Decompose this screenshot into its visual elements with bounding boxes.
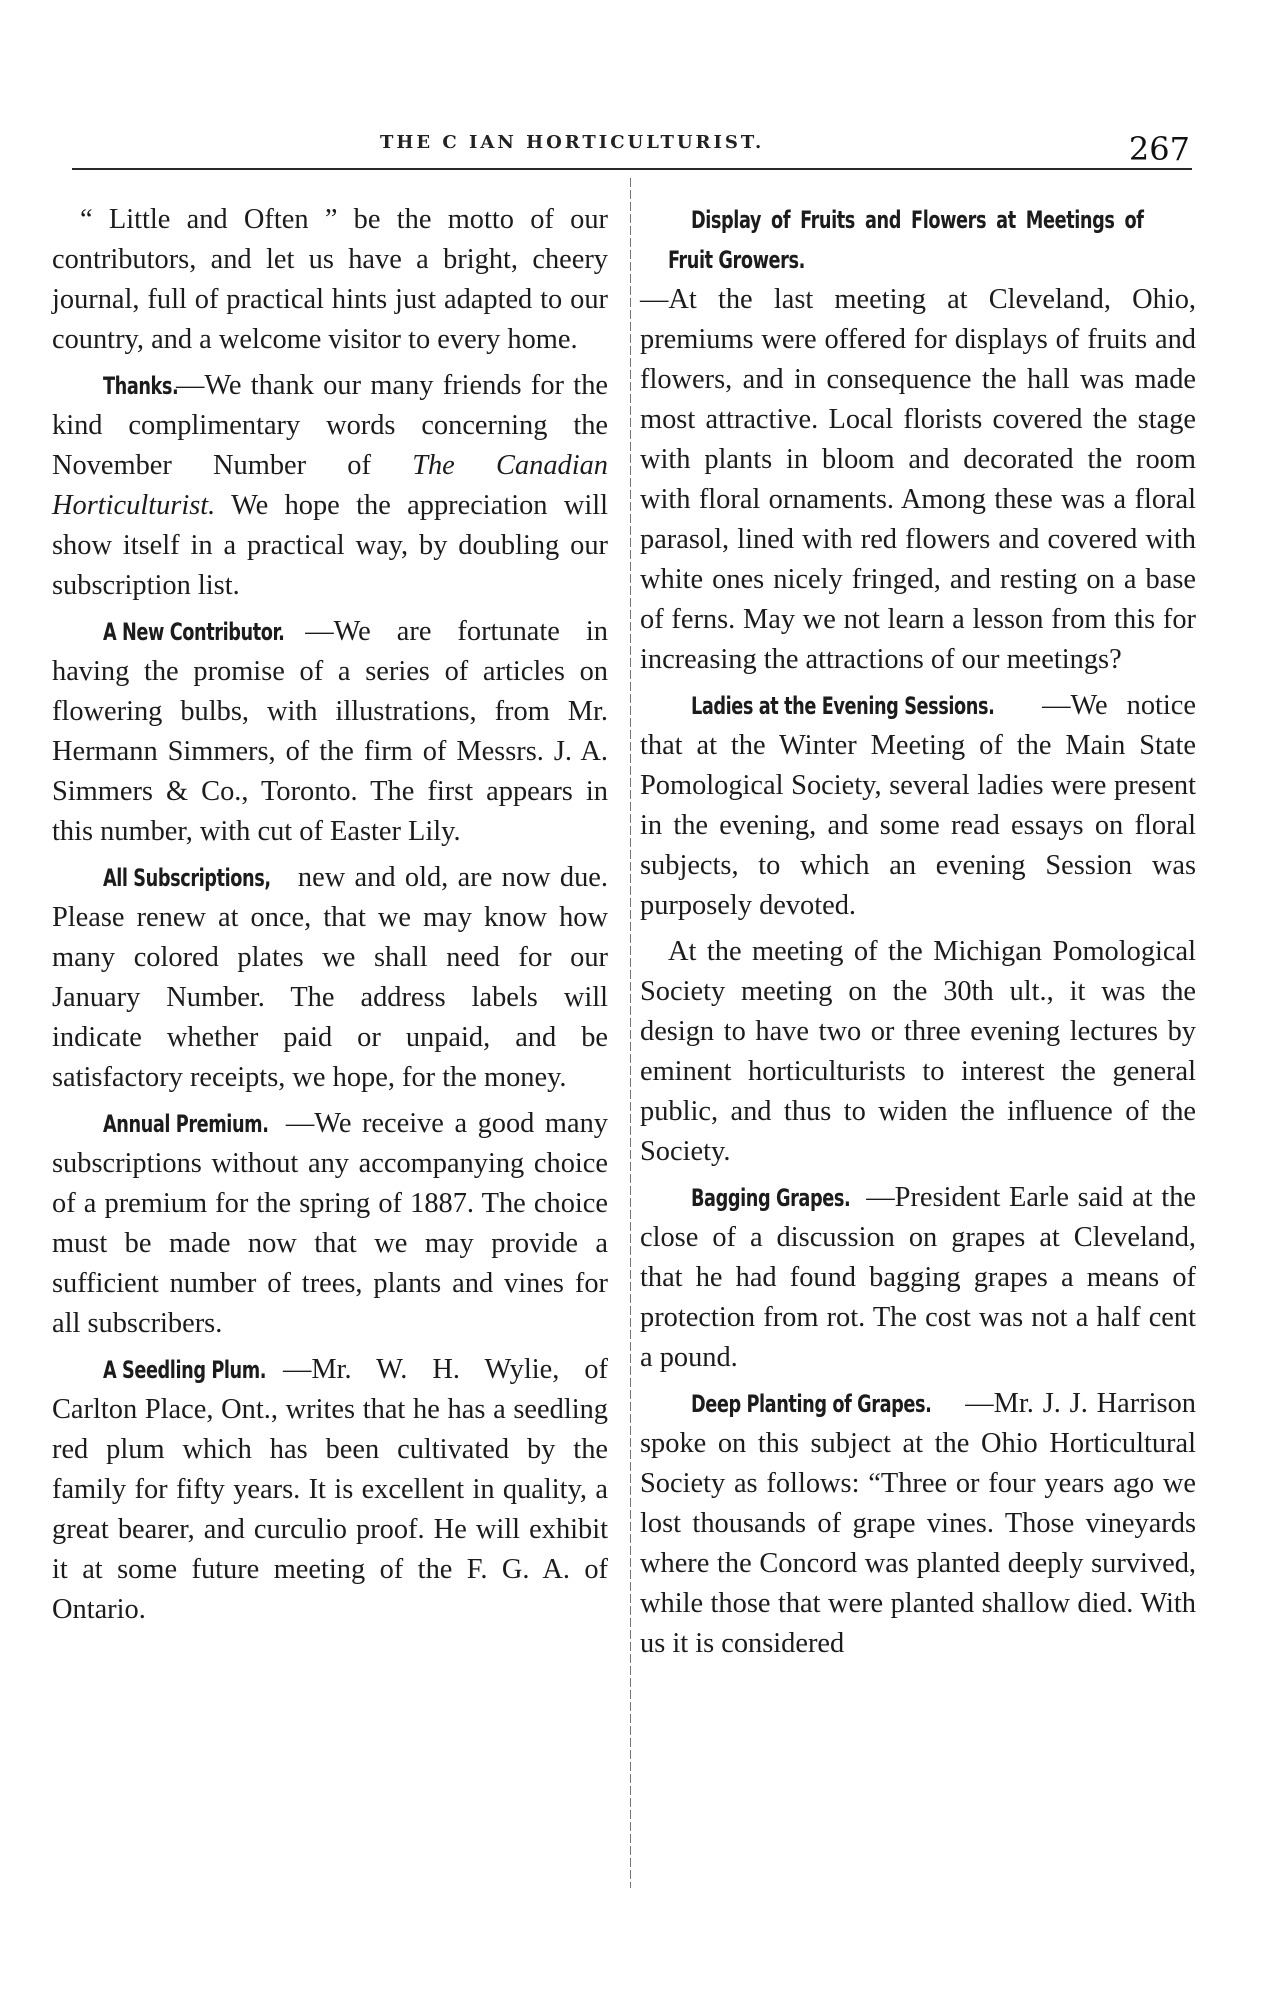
page-number: 267 [1128, 130, 1190, 168]
column-divider [630, 178, 631, 1888]
paragraph-subscriptions [52, 858, 608, 1098]
paragraph-heading: Display of Fruits and Flowers at Meetings of Fruit Growers. [668, 206, 1144, 274]
paragraph-text: new and old, are now due. Please renew at once, that we may know how many colored plates we shall need for our January Number. The address labels will indicate whether paid or unpaid, and be satisfactory receipts, we hope, for the money. [52, 862, 608, 1093]
right-column [640, 200, 1196, 1670]
running-head: THE C IAN HORTICULTURIST. [380, 132, 765, 153]
paragraph-text: —We are fortunate in having the promise of a series of articles on flowering bulbs, with illustrations, from Mr. Hermann Simmers, of the firm of Messrs. J. A. Simmers & Co., Toronto. The first appears in this number, with cut of Easter Lily. [52, 616, 608, 847]
paragraph-seedling-plum [52, 1350, 608, 1630]
paragraph-text: We hope the appreciation will show itself in a practical way, by doubling our subscription list. [52, 490, 608, 601]
paragraph-heading: All Subscriptions, [102, 864, 271, 892]
paragraph-text: —At the last meeting at Cleveland, Ohio, premiums were offered for displays of fruits and flowers, and in consequence the hall was made most attractive. Local florists covered the stage with plants in bloom and decorated the room with floral ornaments. Among these was a floral parasol, lined with red flowers and covered with white ones nicely fringed, and resting on a base of ferns. May we not learn a lesson from this for increasing the attractions of our meetings? [640, 284, 1196, 675]
paragraph-deep-planting [640, 1384, 1196, 1664]
paragraph-thanks [52, 366, 608, 606]
paragraph-heading: A New Contributor. [102, 618, 285, 646]
paragraph-heading: A Seedling Plum. [102, 1356, 267, 1384]
paragraph-heading: Thanks. [102, 372, 179, 400]
left-column [52, 200, 608, 1636]
paragraph-text: —Mr. J. J. Harrison spoke on this subject at the Ohio Horticultural Society as follows: “Three or four years ago we lost thousands of grape vines. Those vineyards where the Concord was planted deeply survived, while those that were planted shallow died. With us it is considered [640, 1388, 1196, 1659]
paragraph-heading: Annual Premium. [102, 1110, 269, 1138]
paragraph-annual-premium [52, 1104, 608, 1344]
paragraph-heading: Bagging Grapes. [690, 1184, 851, 1212]
paragraph-bagging-grapes [640, 1178, 1196, 1378]
paragraph-text: —We receive a good many subscriptions without any accompanying choice of a premium for the spring of 1887. The choice must be made now that we may provide a sufficient number of trees, plants and vines for all subscribers. [52, 1108, 608, 1339]
paragraph-text: —We thank our many friends for the kind complimentary words concerning the November Number of [52, 370, 608, 481]
paragraph-heading: Deep Planting of Grapes. [690, 1390, 932, 1418]
paragraph-little-and-often [52, 200, 608, 360]
paragraph-text: “ Little and Often ” be the motto of our contributors, and let us have a bright, cheery journal, full of practical hints just adapted to our country, and a welcome visitor to every home. [52, 204, 608, 355]
header-rule [72, 168, 1192, 170]
paragraph-text: —We notice that at the Winter Meeting of the Main State Pomological Society, several ladies were present in the evening, and some read essays on floral subjects, to which an evening Session was purposely devoted. [640, 690, 1196, 921]
paragraph-new-contributor [52, 612, 608, 852]
paragraph-ladies-evening [640, 686, 1196, 926]
paragraph-text: At the meeting of the Michigan Pomological Society meeting on the 30th ult., it was the design to have two or three evening lectures by eminent horticulturists to interest the general public, and thus to widen the influence of the Society. [640, 936, 1196, 1167]
paragraph-text: —Mr. W. H. Wylie, of Carlton Place, Ont., writes that he has a seedling red plum which has been cultivated by the family for fifty years. It is excellent in quality, a great bearer, and curculio proof. He will exhibit it at some future meeting of the F. G. A. of Ontario. [52, 1354, 608, 1625]
paragraph-text: —President Earle said at the close of a discussion on grapes at Cleveland, that he had found bagging grapes a means of protection from rot. The cost was not a half cent a pound. [640, 1182, 1196, 1373]
paragraph-heading: Ladies at the Evening Sessions. [690, 692, 995, 720]
journal-title-italic: The Canadian Horticulturist. [52, 450, 608, 521]
paragraph-michigan-meeting [640, 932, 1196, 1172]
paragraph-display-fruits [640, 200, 1196, 680]
